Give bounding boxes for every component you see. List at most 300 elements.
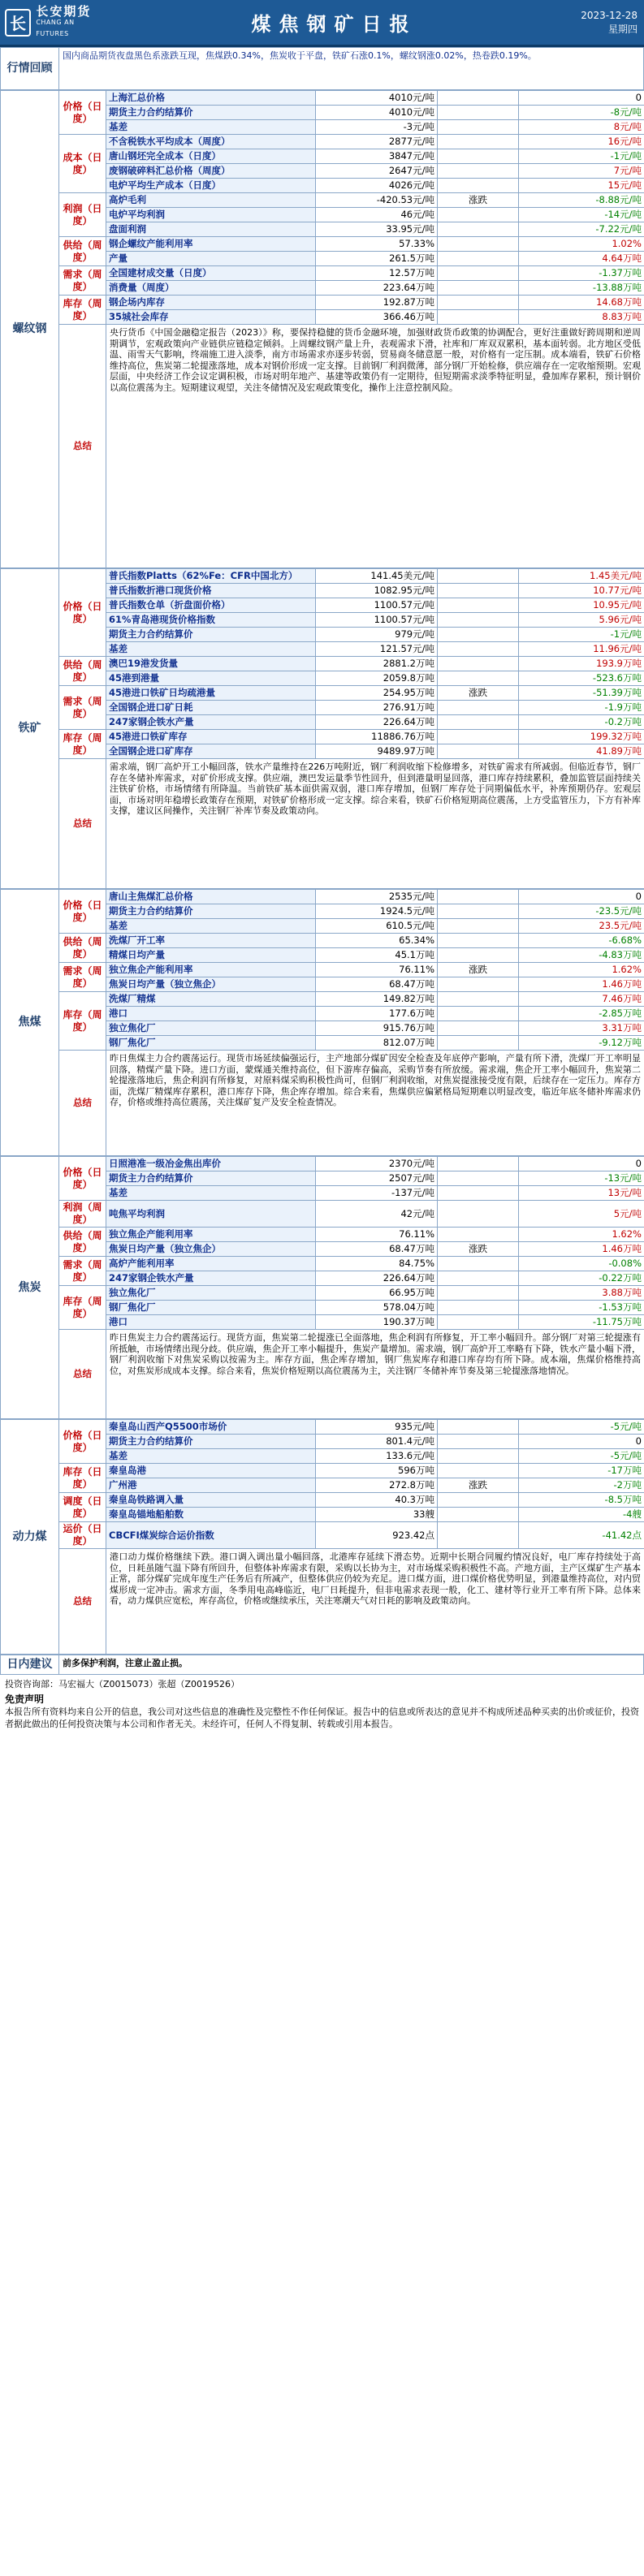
indicator-name: 吨焦平均利润: [106, 1201, 316, 1228]
indicator-name: 高炉产能利用率: [106, 1257, 316, 1271]
indicator-value: 9489.97万吨: [316, 744, 438, 759]
indicator-value: 149.82万吨: [316, 992, 438, 1007]
trend-label: [438, 904, 519, 919]
change-value: 4.64万吨: [519, 252, 644, 266]
indicator-value: 65.34%: [316, 934, 438, 948]
indicator-row: [1, 1201, 644, 1228]
indicator-value: 276.91万吨: [316, 701, 438, 715]
trend-label: [438, 1493, 519, 1508]
indicator-name: 基差: [106, 1186, 316, 1201]
change-value: 8.83万吨: [519, 310, 644, 325]
indicator-name: 秦皇岛山西产Q5500市场价: [106, 1420, 316, 1435]
change-value: -41.42点: [519, 1522, 644, 1549]
review-text: 国内商品期货夜盘黑色系涨跌互现，焦煤跌0.34%，焦炭收于平盘，铁矿石涨0.1%，螺纹钢涨0.02%，热卷跌0.19%。: [59, 48, 644, 90]
change-value: -6.68%: [519, 934, 644, 948]
contact-info: 投资咨询部：马宏福大（Z0015073）张超（Z0019526）: [5, 1679, 240, 1689]
trend-label: [438, 744, 519, 759]
trend-label: [438, 671, 519, 686]
change-value: 1.46万吨: [519, 1242, 644, 1257]
trend-label: [438, 1315, 519, 1330]
change-value: -14元/吨: [519, 208, 644, 222]
indicator-value: 133.6元/吨: [316, 1449, 438, 1464]
indicator-value: 254.95万吨: [316, 686, 438, 701]
trend-label: [438, 1271, 519, 1286]
indicator-name: 全国建材成交量（日度）: [106, 266, 316, 281]
indicator-name: 不含税铁水平均成本（周度）: [106, 135, 316, 149]
indicator-name: 基差: [106, 1449, 316, 1464]
indicator-name: 秦皇岛港: [106, 1464, 316, 1478]
change-value: -5元/吨: [519, 1420, 644, 1435]
indicator-row: [1, 963, 644, 977]
indicator-name: 秦皇岛铁路调入量: [106, 1493, 316, 1508]
change-value: 1.02%: [519, 237, 644, 252]
indicator-value: 76.11%: [316, 963, 438, 977]
summary-row: [1, 1051, 644, 1156]
indicator-name: 洗煤厂开工率: [106, 934, 316, 948]
indicator-row: [1, 730, 644, 744]
change-value: -8.88元/吨: [519, 193, 644, 208]
report-footer: [0, 1675, 644, 1733]
indicator-value: 2877元/吨: [316, 135, 438, 149]
indicator-name: 上海汇总价格: [106, 91, 316, 106]
trend-label: [438, 1186, 519, 1201]
indicator-value: 192.87万吨: [316, 296, 438, 310]
category-label: 库存（周度）: [59, 296, 106, 325]
change-value: -11.75万吨: [519, 1315, 644, 1330]
category-label: 需求（周度）: [59, 686, 106, 730]
indicator-row: [1, 1522, 644, 1549]
change-value: -1.9万吨: [519, 701, 644, 715]
indicator-name: 洗煤厂精煤: [106, 992, 316, 1007]
summary-row: [1, 1330, 644, 1419]
trend-label: [438, 164, 519, 179]
change-value: 1.62%: [519, 1228, 644, 1242]
indicator-value: 68.47万吨: [316, 977, 438, 992]
indicator-name: 期货主力合约结算价: [106, 106, 316, 120]
category-label: 调度（日度）: [59, 1493, 106, 1522]
indicator-value: -137元/吨: [316, 1186, 438, 1201]
change-value: -1元/吨: [519, 628, 644, 642]
trend-label: [438, 120, 519, 135]
indicator-row: [1, 91, 644, 106]
indicator-row: [1, 992, 644, 1007]
indicator-value: 935元/吨: [316, 1420, 438, 1435]
section-coke: [0, 1156, 644, 1419]
indicator-name: 全国钢企进口矿日耗: [106, 701, 316, 715]
market-review-table: [0, 47, 644, 90]
trend-label: [438, 149, 519, 164]
trend-label: [438, 657, 519, 671]
trend-label: [438, 1301, 519, 1315]
indicator-value: 261.5万吨: [316, 252, 438, 266]
trend-label: [438, 1157, 519, 1171]
trend-label: [438, 179, 519, 193]
indicator-value: 2507元/吨: [316, 1171, 438, 1186]
indicator-name: 基差: [106, 120, 316, 135]
trend-label: 涨跌: [438, 193, 519, 208]
change-value: 11.96元/吨: [519, 642, 644, 657]
report-title: 煤焦钢矿日报: [251, 13, 417, 36]
trend-label: [438, 715, 519, 730]
indicator-name: 钢企场内库存: [106, 296, 316, 310]
indicator-name: 焦炭日均产量（独立焦企）: [106, 977, 316, 992]
trend-label: [438, 296, 519, 310]
indicator-value: 2881.2万吨: [316, 657, 438, 671]
indicator-row: [1, 1257, 644, 1271]
trend-label: [438, 569, 519, 584]
indicator-value: 76.11%: [316, 1228, 438, 1242]
section-label: 动力煤: [1, 1420, 59, 1655]
trend-label: [438, 628, 519, 642]
change-value: 3.88万吨: [519, 1286, 644, 1301]
trend-label: [438, 613, 519, 628]
change-value: -13元/吨: [519, 1171, 644, 1186]
change-value: -1.37万吨: [519, 266, 644, 281]
indicator-value: 190.37万吨: [316, 1315, 438, 1330]
indicator-name: 港口: [106, 1007, 316, 1021]
indicator-value: 596万吨: [316, 1464, 438, 1478]
indicator-name: 全国钢企进口矿库存: [106, 744, 316, 759]
category-label: 价格（日度）: [59, 569, 106, 657]
trend-label: [438, 252, 519, 266]
change-value: 15元/吨: [519, 179, 644, 193]
change-value: 23.5元/吨: [519, 919, 644, 934]
category-label: 供给（周度）: [59, 237, 106, 266]
indicator-name: 高炉毛利: [106, 193, 316, 208]
change-value: -1元/吨: [519, 149, 644, 164]
change-value: -4艘: [519, 1508, 644, 1522]
indicator-value: 226.64万吨: [316, 715, 438, 730]
indicator-name: 期货主力合约结算价: [106, 904, 316, 919]
indicator-value: 4010元/吨: [316, 91, 438, 106]
summary-label: 总结: [59, 1330, 106, 1419]
review-label: 行情回顾: [1, 48, 59, 90]
indicator-name: 61%青岛港现货价格指数: [106, 613, 316, 628]
summary-text: 需求端，钢厂高炉开工小幅回落，铁水产量维持在226万吨附近，钢厂利润收缩下检修增多，对铁矿需求有所减弱。但临近春节，钢厂存在冬储补库需求，对矿价形成支撑。供应端，澳巴发运量季节性回升，但到港量明显回落，港口库存持续累积，叠加监管层面持续关注铁矿价格，市场情绪有所降温。当前铁矿基本面供需双弱，港口库存增加，但钢厂库存处于同期偏低水平，补库预期仍存。宏观层面，市场对明年稳增长政策存在预期，对铁矿价格形成一定支撑。综合来看，铁矿石价格短期高位震荡，上方受监管压力，下方有补库支撑，建议区间操作，关注钢厂补库节奏及政策动向。: [106, 759, 644, 889]
indicator-name: 消费量（周度）: [106, 281, 316, 296]
summary-label: 总结: [59, 325, 106, 568]
category-label: 供给（周度）: [59, 934, 106, 963]
indicator-name: 盘面利润: [106, 222, 316, 237]
indicator-row: [1, 266, 644, 281]
indicator-value: 33.95元/吨: [316, 222, 438, 237]
indicator-name: 电炉平均生产成本（日度）: [106, 179, 316, 193]
change-value: -2万吨: [519, 1478, 644, 1493]
indicator-name: 独立焦化厂: [106, 1286, 316, 1301]
category-label: 供给（周度）: [59, 657, 106, 686]
indicator-name: 电炉平均利润: [106, 208, 316, 222]
trend-label: 涨跌: [438, 963, 519, 977]
suggestion-text: 前多保护利润，注意止盈止损。: [59, 1655, 644, 1675]
indicator-value: 366.46万吨: [316, 310, 438, 325]
indicator-row: [1, 237, 644, 252]
trend-label: 涨跌: [438, 686, 519, 701]
indicator-value: 812.07万吨: [316, 1036, 438, 1051]
trend-label: 涨跌: [438, 1242, 519, 1257]
change-value: -51.39万吨: [519, 686, 644, 701]
change-value: -4.83万吨: [519, 948, 644, 963]
indicator-row: [1, 657, 644, 671]
change-value: -1.53万吨: [519, 1301, 644, 1315]
change-value: 199.32万吨: [519, 730, 644, 744]
indicator-value: 4026元/吨: [316, 179, 438, 193]
indicator-value: 57.33%: [316, 237, 438, 252]
change-value: 193.9万吨: [519, 657, 644, 671]
indicator-value: 141.45美元/吨: [316, 569, 438, 584]
section-steel: [0, 90, 644, 568]
trend-label: 涨跌: [438, 1478, 519, 1493]
indicator-name: 基差: [106, 642, 316, 657]
section-iron: [0, 568, 644, 889]
company-logo: [0, 3, 106, 40]
indicator-value: 12.57万吨: [316, 266, 438, 281]
change-value: 10.95元/吨: [519, 598, 644, 613]
change-value: 0: [519, 1435, 644, 1449]
indicator-name: 独立焦化厂: [106, 1021, 316, 1036]
trend-label: [438, 977, 519, 992]
indicator-row: [1, 135, 644, 149]
change-value: 7.46万吨: [519, 992, 644, 1007]
trend-label: [438, 934, 519, 948]
indicator-value: 801.4元/吨: [316, 1435, 438, 1449]
trend-label: [438, 135, 519, 149]
indicator-row: [1, 1157, 644, 1171]
indicator-row: [1, 1286, 644, 1301]
change-value: -8.5万吨: [519, 1493, 644, 1508]
indicator-name: 普氏指数Platts（62%Fe：CFR中国北方）: [106, 569, 316, 584]
summary-text: 央行货币《中国金融稳定报告（2023）》称，要保持稳健的货币金融环境，加强财政货币政策的协调配合，更好注重做好跨周期和逆周期调节，宏观政策向产业链供应链稳定倾斜。上周螺纹钢产量上升，表观需求下滑，社库和厂库双双累积，基本面转弱。北方地区受低温、雨雪天气影响，终端施工进入淡季，南方市场需求亦逐步转弱，贸易商冬储意愿一般，对价格有一定压制。成本端看，铁矿石价格维持高位，焦炭第二轮提涨落地，成本对钢价形成一定支撑。目前钢厂利润微薄，部分钢厂开始检修，供应端存在一定收缩预期。宏观层面，中央经济工作会议定调积极，市场对明年地产、基建等政策仍有一定期待，但短期需求淡季特征明显，叠加库存累积，预计钢价以高位震荡为主。短期建议观望，关注冬储情况及宏观政策变化，操作上注意控制风险。: [106, 325, 644, 568]
change-value: 7元/吨: [519, 164, 644, 179]
trend-label: [438, 1021, 519, 1036]
category-label: 利润（日度）: [59, 193, 106, 237]
summary-row: [1, 325, 644, 568]
summary-label: 总结: [59, 1549, 106, 1655]
category-label: 供给（周度）: [59, 1228, 106, 1257]
change-value: 1.62%: [519, 963, 644, 977]
indicator-value: 4010元/吨: [316, 106, 438, 120]
trend-label: [438, 1464, 519, 1478]
change-value: 5.96元/吨: [519, 613, 644, 628]
indicator-name: 45港进口铁矿库存: [106, 730, 316, 744]
logo-cn-text: 长安期货: [36, 3, 92, 19]
indicator-row: [1, 1228, 644, 1242]
section-label: 铁矿: [1, 569, 59, 889]
category-label: 库存（周度）: [59, 992, 106, 1051]
trend-label: [438, 992, 519, 1007]
change-value: 0: [519, 890, 644, 904]
indicator-value: 3847元/吨: [316, 149, 438, 164]
section-label: 螺纹钢: [1, 91, 59, 568]
logo-mark-icon: 长: [5, 9, 31, 37]
indicator-name: 焦炭日均产量（独立焦企）: [106, 1242, 316, 1257]
indicator-value: 1100.57元/吨: [316, 598, 438, 613]
indicator-row: [1, 1493, 644, 1508]
summary-text: 昨日焦煤主力合约震荡运行。现货市场延续偏强运行，主产地部分煤矿因安全检查及年底停产影响，产量有所下滑，洗煤厂开工率明显回落，精煤产量下降。进口方面，蒙煤通关维持高位，但下游库存偏高，采购节奏有所放缓。需求端，焦企开工率小幅回升，焦炭第二轮提涨落地后，焦企利润有所修复，对原料煤采购积极性尚可，但钢厂利润收缩，对焦炭提涨接受度有限，后续存在一定压力。库存方面，洗煤厂精煤库存累积，港口库存下降，焦企库存增加。综合来看，焦煤供应偏紧格局短期难以明显改变，临近年底冬储补库需求仍存，价格或维持高位震荡，关注煤矿复产及安全检查情况。: [106, 1051, 644, 1156]
indicator-name: 澳巴19港发货量: [106, 657, 316, 671]
indicator-value: 42元/吨: [316, 1201, 438, 1228]
indicator-name: 独立焦企产能利用率: [106, 963, 316, 977]
disclaimer-title: 免责声明: [5, 1694, 45, 1705]
category-label: 价格（日度）: [59, 1157, 106, 1201]
trend-label: [438, 1522, 519, 1549]
report-weekday: 星期四: [607, 23, 638, 35]
trend-label: [438, 1201, 519, 1228]
indicator-name: 期货主力合约结算价: [106, 1171, 316, 1186]
suggestion-table: [0, 1655, 644, 1675]
indicator-name: 唐山钢坯完全成本（日度）: [106, 149, 316, 164]
summary-label: 总结: [59, 1051, 106, 1156]
change-value: 3.31万吨: [519, 1021, 644, 1036]
section-thermal: [0, 1419, 644, 1655]
summary-text: 昨日焦炭主力合约震荡运行。现货方面，焦炭第二轮提涨已全面落地，焦企利润有所修复，开工率小幅回升。部分钢厂对第三轮提涨有所抵触，市场情绪出现分歧。供应端，焦企开工率小幅提升，焦炭产量增加。需求端，钢厂高炉开工率略有下降，铁水产量小幅下滑，钢厂利润收缩下对焦炭采购以按需为主。库存方面，焦企库存增加，钢厂焦炭库存和港口库存均有所下降。成本端，焦煤价格维持高位，对焦炭形成成本支撑。综合来看，焦炭价格短期以高位震荡为主，关注钢厂冬储补库节奏及第三轮提涨落地情况。: [106, 1330, 644, 1419]
trend-label: [438, 1007, 519, 1021]
trend-label: [438, 701, 519, 715]
change-value: 13元/吨: [519, 1186, 644, 1201]
report-header: [0, 0, 644, 47]
indicator-value: -420.53元/吨: [316, 193, 438, 208]
indicator-value: 2647元/吨: [316, 164, 438, 179]
indicator-value: 66.95万吨: [316, 1286, 438, 1301]
indicator-value: 915.76万吨: [316, 1021, 438, 1036]
indicator-name: 唐山主焦煤汇总价格: [106, 890, 316, 904]
disclaimer-text: 本报告所有资料均来自公开的信息，我公司对这些信息的准确性及完整性不作任何保证。报告中的信息或所表达的意见并不构成所述品种买卖的出价或征价，投资者据此做出的任何投资决策与本公司和作者无关。未经许可，任何人不得复制、转载或引用本报告。: [5, 1707, 639, 1729]
category-label: 利润（周度）: [59, 1201, 106, 1228]
trend-label: [438, 281, 519, 296]
category-label: 价格（日度）: [59, 1420, 106, 1464]
indicator-value: 11886.76万吨: [316, 730, 438, 744]
indicator-name: 45港到港量: [106, 671, 316, 686]
category-label: 价格（日度）: [59, 91, 106, 135]
indicator-name: 广州港: [106, 1478, 316, 1493]
report-date: 2023-12-28: [581, 9, 638, 21]
summary-text: 港口动力煤价格继续下跌。港口调入调出量小幅回落，北港库存延续下滑态势。近期中长期合同履约情况良好，电厂库存持续处于高位，日耗虽随气温下降有所回升，但整体补库需求有限，采购以长协为主，对市场煤采购积极性不高。产地方面，主产区煤矿生产基本正常，部分煤矿完成年度生产任务后有所减产，但整体供应仍较为充足。进口煤方面，进口煤价格优势明显，到港量维持高位，对内贸煤形成一定冲击。需求方面，冬季用电高峰临近，电厂日耗提升，但非电需求表现一般，化工、建材等行业开工率有所下降。总体来看，动力煤供应宽松，库存高位，价格或继续承压，关注寒潮天气对日耗的影响及政策动向。: [106, 1549, 644, 1655]
indicator-value: 1924.5元/吨: [316, 904, 438, 919]
summary-label: 总结: [59, 759, 106, 889]
indicator-name: 普氏指数折港口现货价格: [106, 584, 316, 598]
indicator-name: 钢厂焦化厂: [106, 1036, 316, 1051]
trend-label: [438, 310, 519, 325]
indicator-name: 日照港准一级冶金焦出库价: [106, 1157, 316, 1171]
indicator-row: [1, 1420, 644, 1435]
change-value: -5元/吨: [519, 1449, 644, 1464]
indicator-row: [1, 686, 644, 701]
indicator-name: 普氏指数仓单（折盘面价格）: [106, 598, 316, 613]
trend-label: [438, 1171, 519, 1186]
change-value: -0.08%: [519, 1257, 644, 1271]
indicator-row: [1, 569, 644, 584]
indicator-value: 46元/吨: [316, 208, 438, 222]
indicator-value: 177.6万吨: [316, 1007, 438, 1021]
indicator-name: 港口: [106, 1315, 316, 1330]
trend-label: [438, 1286, 519, 1301]
change-value: -13.88万吨: [519, 281, 644, 296]
trend-label: [438, 919, 519, 934]
trend-label: [438, 642, 519, 657]
indicator-row: [1, 1464, 644, 1478]
indicator-value: 1100.57元/吨: [316, 613, 438, 628]
change-value: 0: [519, 91, 644, 106]
category-label: 价格（日度）: [59, 890, 106, 934]
indicator-value: 1082.95元/吨: [316, 584, 438, 598]
logo-en-text: CHANG AN FUTURES: [36, 18, 75, 37]
trend-label: [438, 208, 519, 222]
indicator-row: [1, 890, 644, 904]
indicator-value: 84.75%: [316, 1257, 438, 1271]
indicator-row: [1, 193, 644, 208]
indicator-name: 期货主力合约结算价: [106, 628, 316, 642]
category-label: 库存（周度）: [59, 730, 106, 759]
trend-label: [438, 730, 519, 744]
indicator-row: [1, 296, 644, 310]
trend-label: [438, 1508, 519, 1522]
change-value: -2.85万吨: [519, 1007, 644, 1021]
indicator-name: 钢企螺纹产能利用率: [106, 237, 316, 252]
change-value: -0.2万吨: [519, 715, 644, 730]
trend-label: [438, 222, 519, 237]
summary-row: [1, 759, 644, 889]
indicator-value: 923.42点: [316, 1522, 438, 1549]
category-label: 需求（周度）: [59, 266, 106, 296]
indicator-name: 钢厂焦化厂: [106, 1301, 316, 1315]
category-label: 需求（周度）: [59, 1257, 106, 1286]
trend-label: [438, 1228, 519, 1242]
category-label: 库存（周度）: [59, 1286, 106, 1330]
indicator-name: 45港进口铁矿日均疏港量: [106, 686, 316, 701]
change-value: 16元/吨: [519, 135, 644, 149]
indicator-name: 独立焦企产能利用率: [106, 1228, 316, 1242]
indicator-name: 秦皇岛锚地船舶数: [106, 1508, 316, 1522]
section-label: 焦炭: [1, 1157, 59, 1419]
change-value: 0: [519, 1157, 644, 1171]
indicator-value: 45.1万吨: [316, 948, 438, 963]
indicator-value: 2059.8万吨: [316, 671, 438, 686]
change-value: -23.5元/吨: [519, 904, 644, 919]
trend-label: [438, 237, 519, 252]
trend-label: [438, 948, 519, 963]
change-value: 5元/吨: [519, 1201, 644, 1228]
change-value: 10.77元/吨: [519, 584, 644, 598]
indicator-row: [1, 934, 644, 948]
indicator-name: 247家钢企铁水产量: [106, 715, 316, 730]
indicator-value: 610.5元/吨: [316, 919, 438, 934]
indicator-value: 40.3万吨: [316, 1493, 438, 1508]
suggestion-label: 日内建议: [1, 1655, 59, 1675]
indicator-name: CBCFI煤炭综合运价指数: [106, 1522, 316, 1549]
indicator-name: 废钢破碎料汇总价格（周度）: [106, 164, 316, 179]
trend-label: [438, 1257, 519, 1271]
indicator-value: 68.47万吨: [316, 1242, 438, 1257]
indicator-value: 226.64万吨: [316, 1271, 438, 1286]
indicator-name: 247家钢企铁水产量: [106, 1271, 316, 1286]
change-value: 14.68万吨: [519, 296, 644, 310]
indicator-value: 121.57元/吨: [316, 642, 438, 657]
trend-label: [438, 598, 519, 613]
change-value: -17万吨: [519, 1464, 644, 1478]
change-value: 1.45美元/吨: [519, 569, 644, 584]
indicator-name: 产量: [106, 252, 316, 266]
indicator-name: 精煤日均产量: [106, 948, 316, 963]
indicator-value: 33艘: [316, 1508, 438, 1522]
change-value: 8元/吨: [519, 120, 644, 135]
category-label: 需求（周度）: [59, 963, 106, 992]
indicator-name: 期货主力合约结算价: [106, 1435, 316, 1449]
indicator-value: 272.8万吨: [316, 1478, 438, 1493]
trend-label: [438, 106, 519, 120]
trend-label: [438, 91, 519, 106]
indicator-name: 35城社会库存: [106, 310, 316, 325]
indicator-value: 223.64万吨: [316, 281, 438, 296]
category-label: 成本（日度）: [59, 135, 106, 193]
